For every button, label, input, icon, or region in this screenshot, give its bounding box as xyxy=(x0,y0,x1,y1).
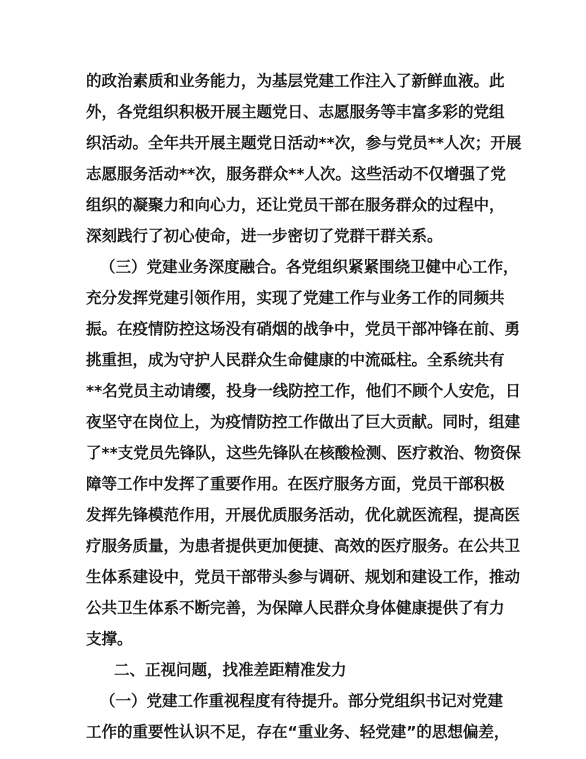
body-line: 外，各党组织积极开展主题党日、志愿服务等丰富多彩的党组 xyxy=(86,103,505,121)
body-line: 组织的凝聚力和向心力，还让党员干部在服务群众的过程中， xyxy=(86,196,505,214)
body-line: 发挥先锋模范作用，开展优质服务活动，优化就医流程，提高医 xyxy=(86,506,521,524)
body-line: 挑重担，成为守护人民群众生命健康的中流砥柱。全系统共有 xyxy=(86,351,505,369)
body-line: 的政治素质和业务能力，为基层党建工作注入了新鲜血液。此 xyxy=(86,72,505,90)
section-heading-line: （三）党建业务深度融合。各党组织紧紧围绕卫健中心工作， xyxy=(100,258,519,276)
body-line: 疗服务质量，为患者提供更加便捷、高效的医疗服务。在公共卫 xyxy=(86,537,521,555)
body-line: 了**支党员先锋队，这些先锋队在核酸检测、医疗救治、物资保 xyxy=(86,444,521,462)
body-line: 志愿服务活动**次，服务群众**人次。这些活动不仅增强了党 xyxy=(86,165,506,183)
body-line: 织活动。全年共开展主题党日活动**次，参与党员**人次；开展 xyxy=(86,134,522,152)
body-line: 夜坚守在岗位上，为疫情防控工作做出了巨大贡献。同时，组建 xyxy=(86,413,521,431)
body-line: 公共卫生体系不断完善，为保障人民群众身体健康提供了有力 xyxy=(86,599,505,617)
section-heading-line: （一）党建工作重视程度有待提升。部分党组织书记对党建 xyxy=(100,692,504,710)
body-line: 振。在疫情防控这场没有硝烟的战争中，党员干部冲锋在前、勇 xyxy=(86,320,521,338)
body-line: 障等工作中发挥了重要作用。在医疗服务方面，党员干部积极 xyxy=(86,475,505,493)
body-line: 支撑。 xyxy=(86,630,133,648)
body-line: 深刻践行了初心使命，进一步密切了党群干群关系。 xyxy=(86,227,443,245)
body-line: 工作的重要性认识不足，存在“重业务、轻党建”的思想偏差， xyxy=(86,723,510,741)
body-line: 充分发挥党建引领作用，实现了党建工作与业务工作的同频共 xyxy=(86,289,505,307)
chapter-heading: 二、正视问题，找准差距精准发力 xyxy=(114,661,347,679)
body-line: 生体系建设中，党员干部带头参与调研、规划和建设工作，推动 xyxy=(86,568,521,586)
body-line: **名党员主动请缨，投身一线防控工作，他们不顾个人安危，日 xyxy=(86,382,521,400)
